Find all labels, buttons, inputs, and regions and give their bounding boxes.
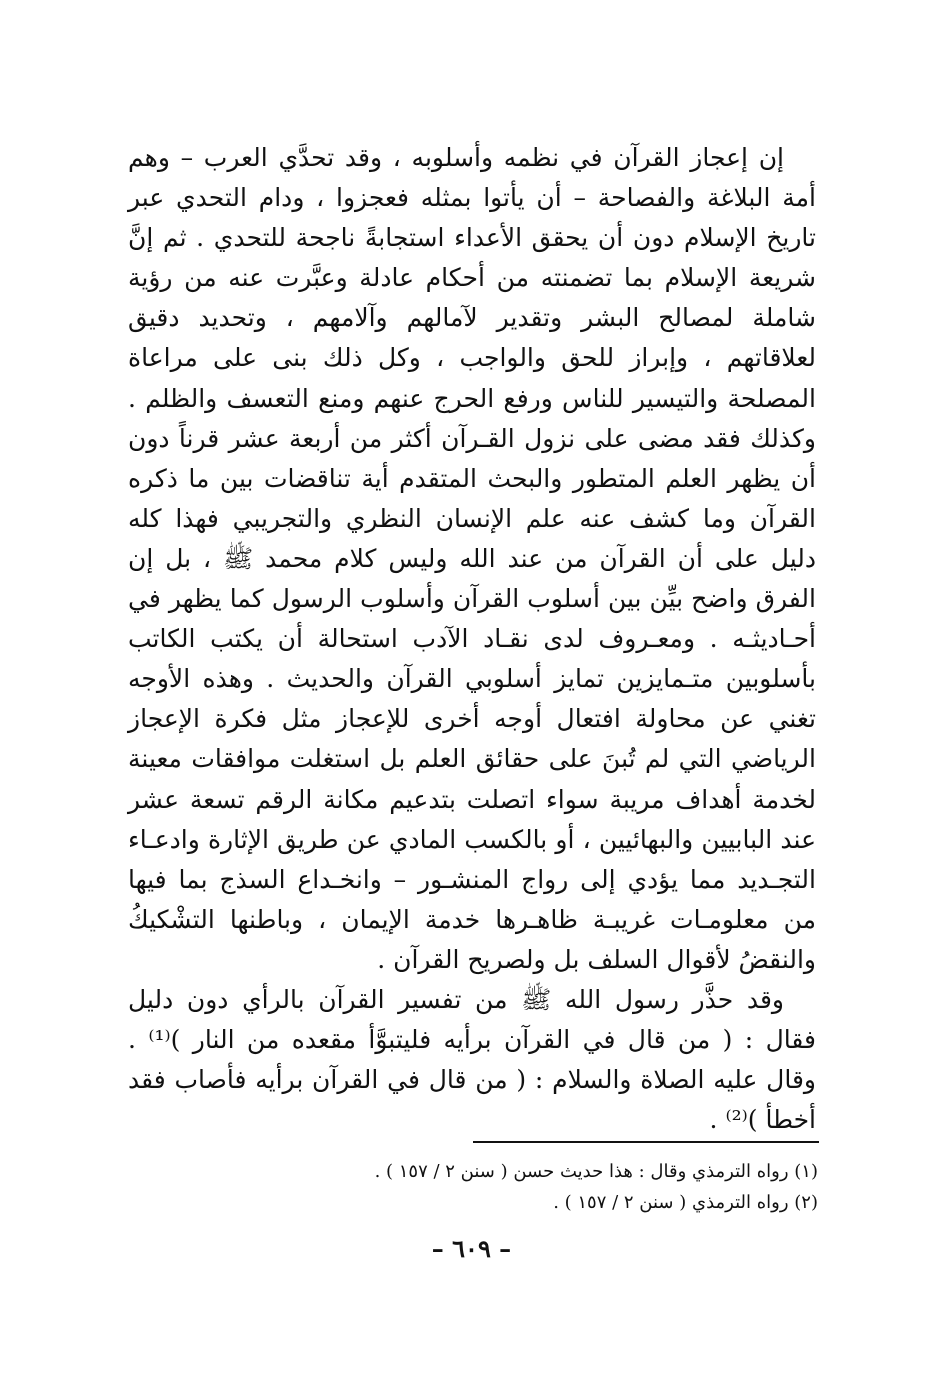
paragraph-1: إن إعجاز القرآن في نظمه وأسلوبه ، وقد تحدَّي العرب – وهم أمة البلاغة والفصاحة – أن يأتوا بمثله فعجزوا ، ودام التحدي عبر تاريخ الإسلام دون أن يحقق الأعداء استجابةً ناجحة للتحدي . ثم إنَّ شريعة الإسلام بما تضمنته من أحكام عادلة وعبَّرت عنه من رؤية شاملة لمصالح البشر وتقدير لآمالهم وآلامهم ، وتحديد دقيق لعلاقاتهم ، وإبراز للحق والواجب ، وكل ذلك بنى على مراعاة المصلحة والتيسير للناس ورفع الحرج عنهم ومنع التعسف والظلم . وكذلك فقد مضى على نزول القـرآن أكثر من أربعة عشر قرناً دون أن يظهر العلم المتطور والبحث المتقدم أية تناقضات بين ما ذكره القرآن وما كشف عنه علم الإنسان النظري والتجريبي فهذا كله دليل على أن القرآن من عند الله وليس كلام محمد ﷺ ، بل إن الفرق واضح بيِّن بين أسلوب القرآن وأسلوب الرسول كما يظهر في أحـاديثـه . ومعـروف لدى نقـاد الآدب استحالة أن يكتب الكاتب بأسلوبين متـمايزين تمايز أسلوبي القرآن والحديث . وهذه الأوجه تغني عن محاولة افتعال أوجه أخرى للإعجاز مثل فكرة الإعجاز الرياضي التي لم تُبنَ على حقائق العلم بل استغلت موافقات معينة لخدمة أهداف مريبة سواء اتصلت بتدعيم مكانة الرقم تسعة عشر عند البابيين والبهائيين ، أو بالكسب المادي عن طريق الإثارة وادعـاء التجـديد مما يؤدي إلى رواج المنشـور – وانخـداع السذج بما فيها من معلومـات غريبـة ظاهـرها خدمة الإيمان ، وباطنها التشْكيكُ والنقضُ لأقوال السلف بل ولصريح القرآن . [128,143,816,974]
footnote-1: (١) رواه الترمذي وقال : هذا حديث حسن ( سنن ٢ / ١٥٧ ) . [374,1161,818,1182]
main-text [128,138,816,1140]
footnotes [128,1156,818,1218]
paragraph-2: وقد حذَّر رسول الله ﷺ من تفسير القرآن بالرأي دون دليل فقال : ( من قال في القرآن برأيه فليتبوَّأ مقعده من النار )⁽¹⁾ . وقال عليه الصلاة والسلام : ( من قال في القرآن برأيه فأصاب فقد أخطأ )⁽²⁾ . [128,984,816,1135]
footnote-2: (٢) رواه الترمذي ( سنن ٢ / ١٥٧ ) . [553,1192,818,1213]
page-number: – ٦٠٩ – [431,1234,512,1263]
footnote-separator [473,1141,819,1143]
